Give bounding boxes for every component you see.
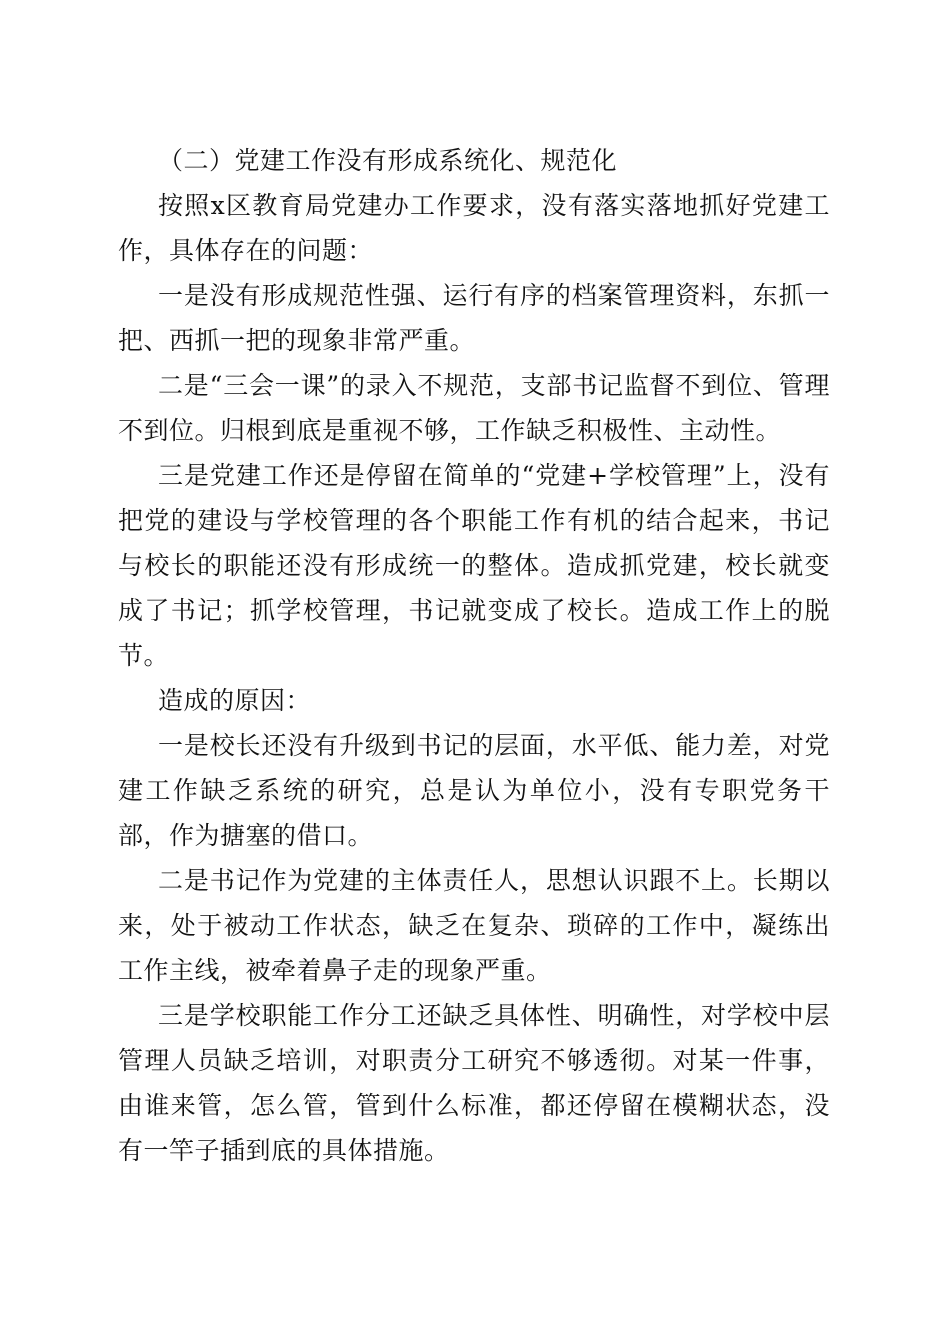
paragraph-causes-heading: 造成的原因： <box>158 686 312 715</box>
document-body <box>118 138 830 1173</box>
paragraph-problem-3: 三是党建工作还是停留在简单的“党建+学校管理”上，没有把党的建设与学校管理的各个职能工作有机的结合起来，书记与校长的职能还没有形成统一的整体。造成抓党建，校长就变成了书记；抓学校管理，书记就变成了校长。造成工作上的脱节。 <box>118 461 830 670</box>
paragraph-cause-1: 一是校长还没有升级到书记的层面，水平低、能力差，对党建工作缺乏系统的研究，总是认为单位小，没有专职党务干部，作为搪塞的借口。 <box>118 731 830 850</box>
paragraph-cause-2: 二是书记作为党建的主体责任人，思想认识跟不上。长期以来，处于被动工作状态，缺乏在复杂、琐碎的工作中，凝练出工作主线，被牵着鼻子走的现象严重。 <box>118 866 830 985</box>
section-heading: （二）党建工作没有形成系统化、规范化 <box>158 146 618 175</box>
paragraph-cause-3: 三是学校职能工作分工还缺乏具体性、明确性，对学校中层管理人员缺乏培训，对职责分工研究不够透彻。对某一件事，由谁来管，怎么管，管到什么标准，都还停留在模糊状态，没有一竿子插到底的具体措施。 <box>118 1001 830 1165</box>
paragraph-problem-2: 二是“三会一课”的录入不规范，支部书记监督不到位、管理不到位。归根到底是重视不够，工作缺乏积极性、主动性。 <box>118 371 830 445</box>
paragraph-requirements: 按照x区教育局党建办工作要求，没有落实落地抓好党建工作，具体存在的问题： <box>118 191 830 265</box>
paragraph-problem-1: 一是没有形成规范性强、运行有序的档案管理资料，东抓一把、西抓一把的现象非常严重。 <box>118 281 830 355</box>
